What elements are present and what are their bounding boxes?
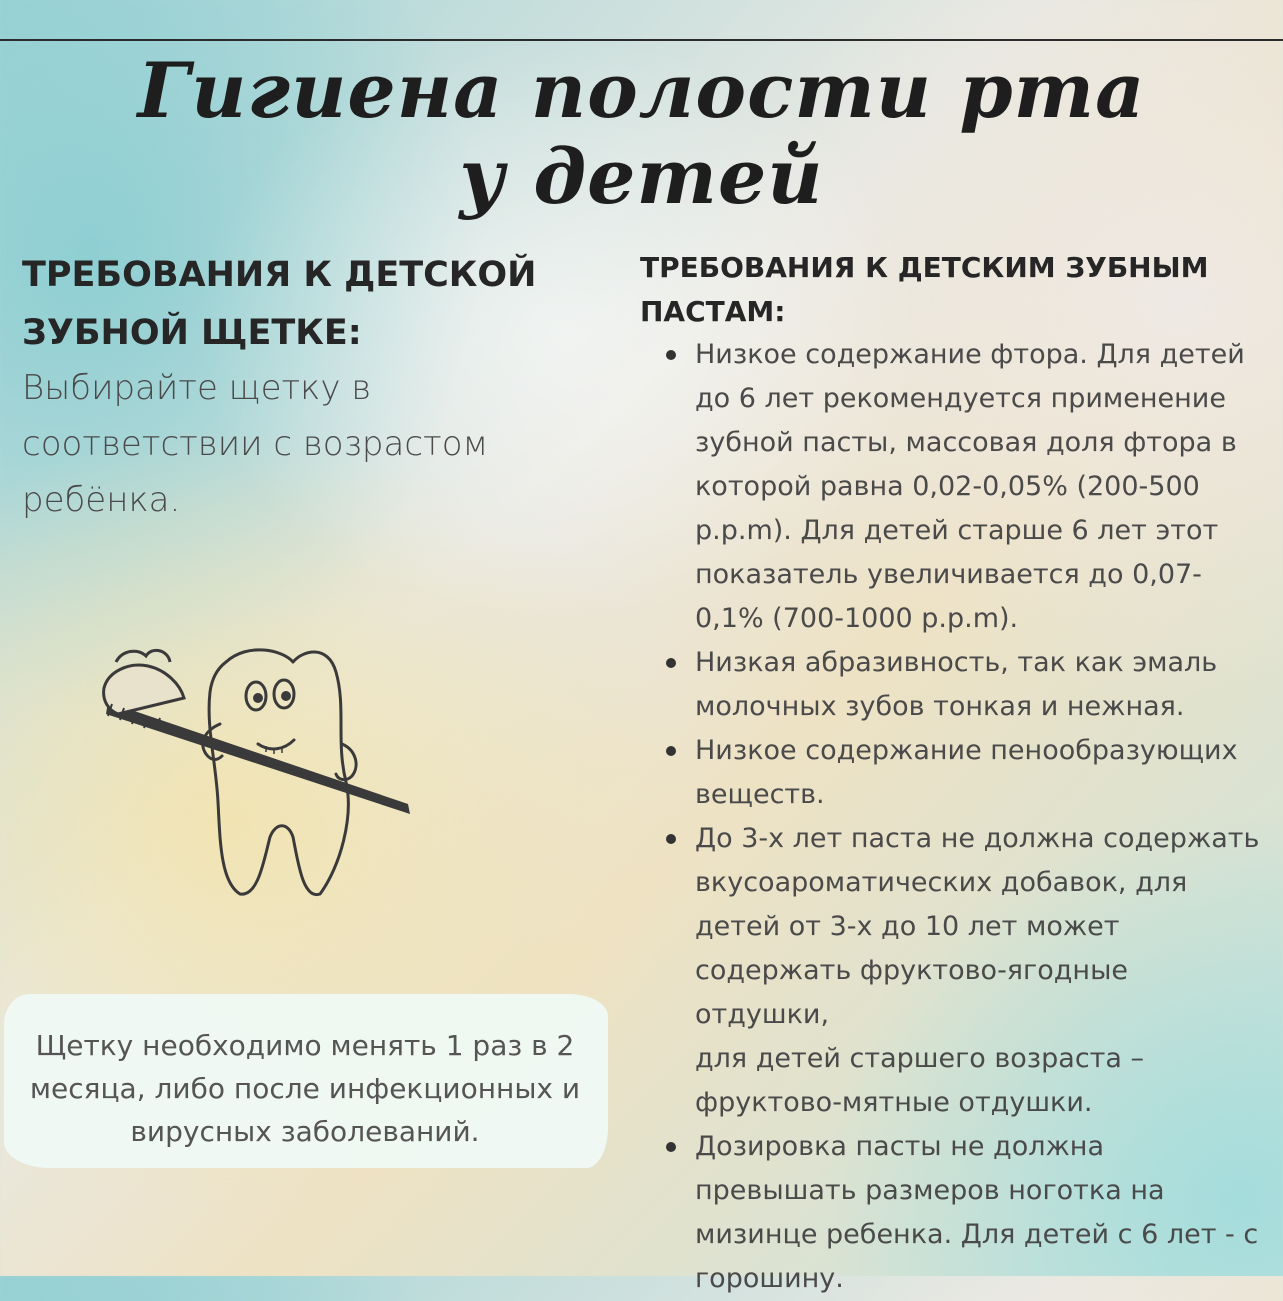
- tooth-with-toothbrush-icon: [98, 632, 418, 902]
- list-item-line: которой равна 0,02-0,05% (200-500: [695, 471, 1200, 502]
- list-item: [660, 333, 1270, 641]
- list-item: [660, 641, 1270, 729]
- list-item-line: горошину.: [695, 1263, 844, 1294]
- list-item-line: до 6 лет рекомендуется применение: [695, 383, 1226, 414]
- note-line-3: вирусных заболеваний.: [130, 1115, 480, 1148]
- list-item-line: Низкое содержание фтора. Для детей: [695, 339, 1245, 370]
- toothpaste-heading-line-1: ТРЕБОВАНИЯ К ДЕТСКИМ ЗУБНЫМ: [640, 251, 1209, 284]
- list-item-line: 0,1% (700-1000 p.p.m).: [695, 603, 1019, 634]
- list-item-line: молочных зубов тонкая и нежная.: [695, 691, 1185, 722]
- list-item-line: Низкая абразивность, так как эмаль: [695, 647, 1218, 678]
- list-item-line: показатель увеличивается до 0,07-: [695, 559, 1202, 590]
- list-item-line: мизинце ребенка. Для детей с 6 лет - с: [695, 1219, 1259, 1250]
- toothpaste-heading-line-2: ПАСТАМ:: [640, 295, 786, 328]
- list-item-line: превышать размеров ноготка на: [695, 1175, 1165, 1206]
- bullet-icon: [666, 1142, 676, 1152]
- bullet-icon: [666, 834, 676, 844]
- toothbrush-text-line-1: Выбирайте щетку в: [22, 368, 372, 408]
- list-item-line: До 3-х лет паста не должна содержать: [695, 823, 1260, 854]
- toothbrush-heading: [22, 246, 582, 362]
- title-line-2: у детей: [459, 132, 824, 221]
- list-item-line: детей от 3-х до 10 лет может: [695, 911, 1120, 942]
- list-item-line: для детей старшего возраста –: [695, 1043, 1145, 1074]
- toothbrush-heading-line-1: ТРЕБОВАНИЯ К ДЕТСКОЙ: [22, 255, 537, 295]
- bullet-icon: [666, 658, 676, 668]
- toothbrush-heading-line-2: ЗУБНОЙ ЩЕТКЕ:: [22, 313, 362, 353]
- toothbrush-text-line-3: ребёнка.: [22, 480, 181, 520]
- toothpaste-heading: [640, 246, 1260, 334]
- toothbrush-text: [22, 360, 582, 528]
- title-line-1: Гигиена полости рта: [137, 46, 1146, 135]
- list-item: [660, 1125, 1270, 1301]
- list-item-line: вкусоароматических добавок, для: [695, 867, 1188, 898]
- list-item: [660, 817, 1270, 1125]
- list-item-line: Низкое содержание пенообразующих: [695, 735, 1238, 766]
- list-item-line: Дозировка пасты не должна: [695, 1131, 1105, 1162]
- list-item-line: содержать фруктово-ягодные отдушки,: [695, 955, 1129, 1030]
- top-divider: [0, 39, 1283, 41]
- note-line-2: месяца, либо после инфекционных и: [29, 1072, 581, 1105]
- list-item-line: фруктово-мятные отдушки.: [695, 1087, 1093, 1118]
- bullet-icon: [666, 350, 676, 360]
- list-item-line: веществ.: [695, 779, 825, 810]
- brush-replacement-note: [14, 1024, 596, 1153]
- note-line-1: Щетку необходимо менять 1 раз в 2: [35, 1029, 575, 1062]
- toothbrush-text-line-2: соответствии с возрастом: [22, 424, 489, 464]
- bullet-icon: [666, 746, 676, 756]
- list-item-line: зубной пасты, массовая доля фтора в: [695, 427, 1237, 458]
- page-title: [0, 48, 1283, 220]
- list-item: [660, 729, 1270, 817]
- list-item-line: p.p.m). Для детей старше 6 лет этот: [695, 515, 1219, 546]
- toothpaste-requirements-list: [660, 333, 1270, 1301]
